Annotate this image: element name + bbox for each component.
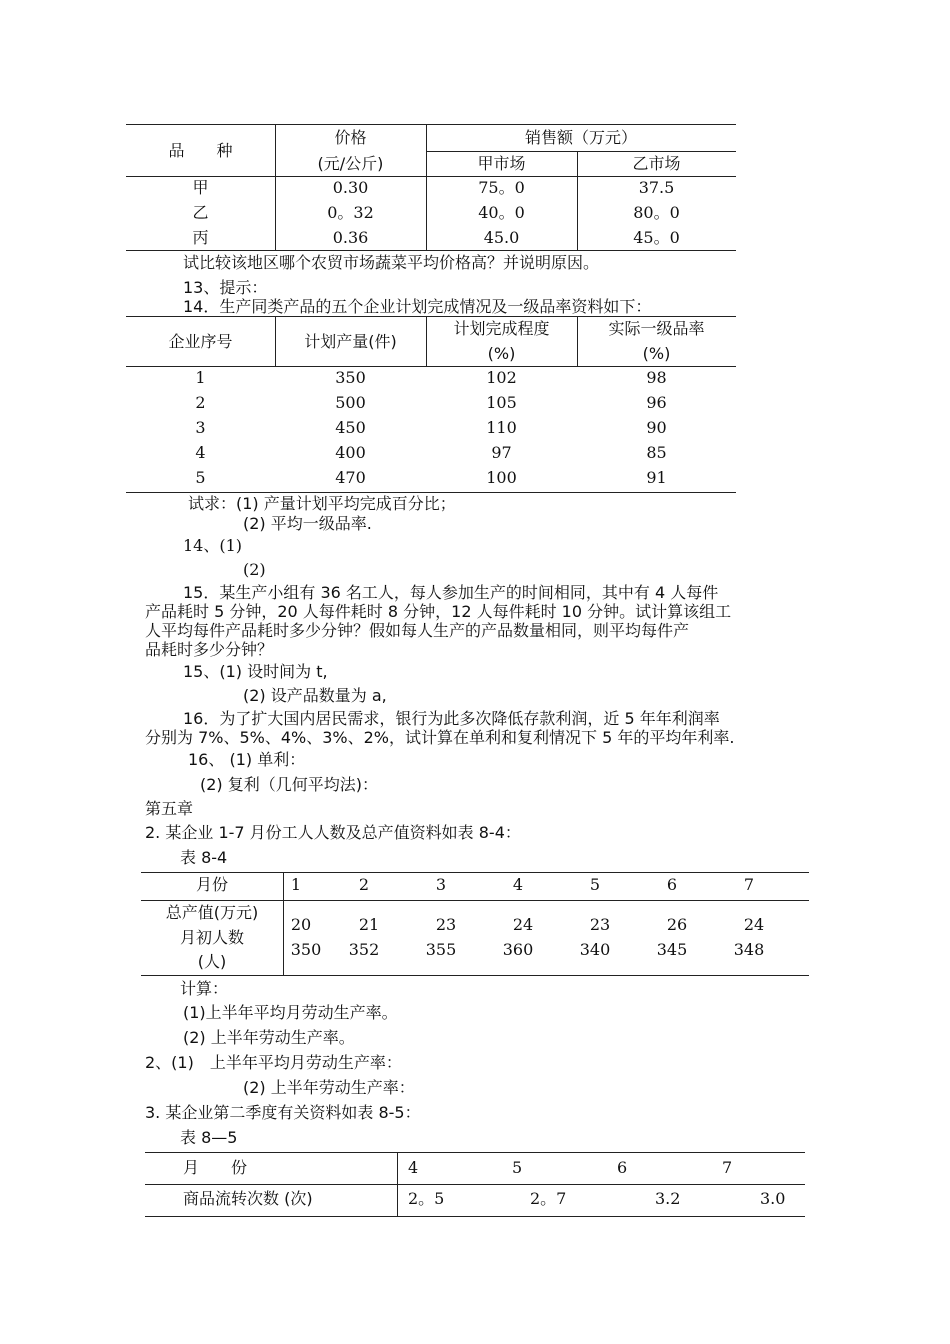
enterprise-no-cell: 1: [195, 368, 206, 387]
workers-cell: 355: [425, 940, 457, 959]
output-cell: 21: [358, 915, 380, 934]
turnover-cell: 2。5: [408, 1189, 445, 1208]
completion-cell: 110: [486, 418, 517, 437]
sales-b-cell: 37.5: [638, 178, 675, 197]
price-cell: 0。32: [327, 203, 374, 222]
q13-question: 试比较该地区哪个农贸市场蔬菜平均价格高？并说明原因。: [183, 253, 600, 272]
rate-cell: 96: [646, 393, 667, 412]
enterprise-no-cell: 4: [195, 443, 206, 462]
chapter-title: 第五章: [145, 799, 194, 818]
header-market-a: 甲市场: [477, 154, 526, 173]
calc-item-2: (2) 上半年劳动生产率。: [183, 1028, 355, 1047]
q16-answer-1: 16、 (1) 单利：: [188, 750, 306, 769]
planned-output-cell: 350: [335, 368, 366, 387]
q3-intro: 3. 某企业第二季度有关资料如表 8-5：: [145, 1103, 421, 1122]
completion-cell: 100: [486, 468, 517, 487]
calc-item-1: (1)上半年平均月劳动生产率。: [183, 1003, 398, 1022]
table-8-4-caption: 表 8-4: [180, 848, 228, 867]
q14-answer-1: 14、(1): [183, 536, 243, 555]
completion-cell: 105: [486, 393, 517, 412]
workers-cell: 340: [579, 940, 611, 959]
enterprise-no-cell: 3: [195, 418, 206, 437]
workers-cell: 352: [348, 940, 380, 959]
price-cell: 0.36: [332, 228, 369, 247]
completion-cell: 102: [486, 368, 517, 387]
sales-b-cell: 45。0: [633, 228, 680, 247]
completion-cell: 97: [491, 443, 512, 462]
header-first-grade-rate: 实际一级品率: [608, 319, 705, 338]
month-cell: 5: [512, 1158, 523, 1177]
q15-line-1: 15．某生产小组有 36 名工人，每人参加生产的时间相同，其中有 4 人每件: [183, 583, 719, 602]
sales-b-cell: 80。0: [633, 203, 680, 222]
label-turnover: 商品流转次数 (次): [183, 1189, 313, 1208]
workers-cell: 360: [502, 940, 534, 959]
month-cell: 5: [589, 875, 601, 894]
output-cell: 20: [290, 915, 312, 934]
month-cell: 4: [512, 875, 524, 894]
month-cell: 4: [408, 1158, 419, 1177]
turnover-cell: 3.2: [655, 1189, 681, 1208]
month-cell: 7: [722, 1158, 733, 1177]
rate-cell: 90: [646, 418, 667, 437]
sales-a-cell: 40。0: [478, 203, 525, 222]
workers-cell: 345: [656, 940, 688, 959]
header-planned-output: 计划产量(件): [304, 332, 397, 351]
month-cell: 6: [666, 875, 678, 894]
variety-cell: 丙: [192, 228, 209, 247]
enterprise-no-cell: 5: [195, 468, 206, 487]
q2-intro: 2. 某企业 1-7 月份工人人数及总产值资料如表 8-4：: [145, 823, 521, 842]
q15-line-4: 品耗时多少分钟？: [145, 640, 274, 659]
month-cell: 3: [435, 875, 447, 894]
output-cell: 24: [512, 915, 534, 934]
q15-line-2: 产品耗时 5 分钟，20 人每件耗时 8 分钟，12 人每件耗时 10 分钟。试计算该组工: [145, 602, 732, 621]
q14-ask-1: 试求：(1) 产量计划平均完成百分比；: [188, 494, 456, 513]
header-variety: 品 种: [168, 141, 233, 160]
q15-line-3: 人平均每件产品耗时多少分钟？假如每人生产的产品数量相同，则平均每件产: [145, 621, 690, 640]
planned-output-cell: 470: [335, 468, 366, 487]
label-total-output: 总产值(万元): [165, 903, 259, 922]
q15-answer-2: (2) 设产品数量为 a,: [243, 686, 387, 705]
workers-cell: 348: [733, 940, 765, 959]
planned-output-cell: 500: [335, 393, 366, 412]
price-cell: 0.30: [332, 178, 369, 197]
header-sales: 销售额（万元）: [524, 128, 637, 147]
q15-answer-1: 15、(1) 设时间为 t,: [183, 662, 328, 681]
output-cell: 23: [589, 915, 611, 934]
q16-answer-2: (2) 复利（几何平均法)：: [200, 775, 378, 794]
q14-answer-2: (2): [243, 560, 266, 579]
calc-label: 计算：: [180, 979, 229, 998]
label-workers: 月初人数: [179, 928, 244, 947]
header-price-unit: (元/公斤): [317, 154, 384, 173]
rate-cell: 91: [646, 468, 667, 487]
month-cell: 1: [290, 875, 302, 894]
variety-cell: 甲: [192, 178, 209, 197]
q16-line-2: 分别为 7%、5%、4%、3%、2%，试计算在单利和复利情况下 5 年的平均年利率.: [145, 728, 735, 747]
planned-output-cell: 400: [335, 443, 366, 462]
header-completion: 计划完成程度: [453, 319, 550, 338]
table-8-5-caption: 表 8—5: [180, 1128, 238, 1147]
header-month: 月份: [195, 875, 228, 894]
sales-a-cell: 45.0: [483, 228, 520, 247]
header-market-b: 乙市场: [632, 154, 681, 173]
q14-ask-2: (2) 平均一级品率.: [243, 514, 372, 533]
q14-intro: 14．生产同类产品的五个企业计划完成情况及一级品率资料如下：: [183, 297, 652, 316]
planned-output-cell: 450: [335, 418, 366, 437]
q2-answer-2: (2) 上半年劳动生产率：: [243, 1078, 415, 1097]
month-cell: 2: [358, 875, 370, 894]
header-completion-unit: (%): [487, 344, 516, 363]
q16-line-1: 16．为了扩大国内居民需求，银行为此多次降低存款利润，近 5 年年利润率: [183, 709, 720, 728]
output-cell: 24: [743, 915, 765, 934]
turnover-cell: 2。7: [530, 1189, 567, 1208]
q2-answer-1: 2、(1) 上半年平均月劳动生产率：: [145, 1053, 402, 1072]
variety-cell: 乙: [192, 203, 209, 222]
output-cell: 26: [666, 915, 688, 934]
header-month: 月 份: [183, 1158, 248, 1177]
header-enterprise-no: 企业序号: [168, 332, 233, 351]
month-cell: 6: [617, 1158, 628, 1177]
month-cell: 7: [743, 875, 755, 894]
header-first-grade-rate-unit: (%): [642, 344, 671, 363]
sales-a-cell: 75。0: [478, 178, 525, 197]
output-cell: 23: [435, 915, 457, 934]
turnover-cell: 3.0: [760, 1189, 786, 1208]
rate-cell: 85: [646, 443, 667, 462]
rate-cell: 98: [646, 368, 667, 387]
workers-cell: 350: [290, 940, 322, 959]
q13-hint: 13、提示：: [183, 278, 268, 297]
header-price: 价格: [334, 128, 367, 147]
label-workers-unit: (人): [197, 952, 227, 971]
enterprise-no-cell: 2: [195, 393, 206, 412]
